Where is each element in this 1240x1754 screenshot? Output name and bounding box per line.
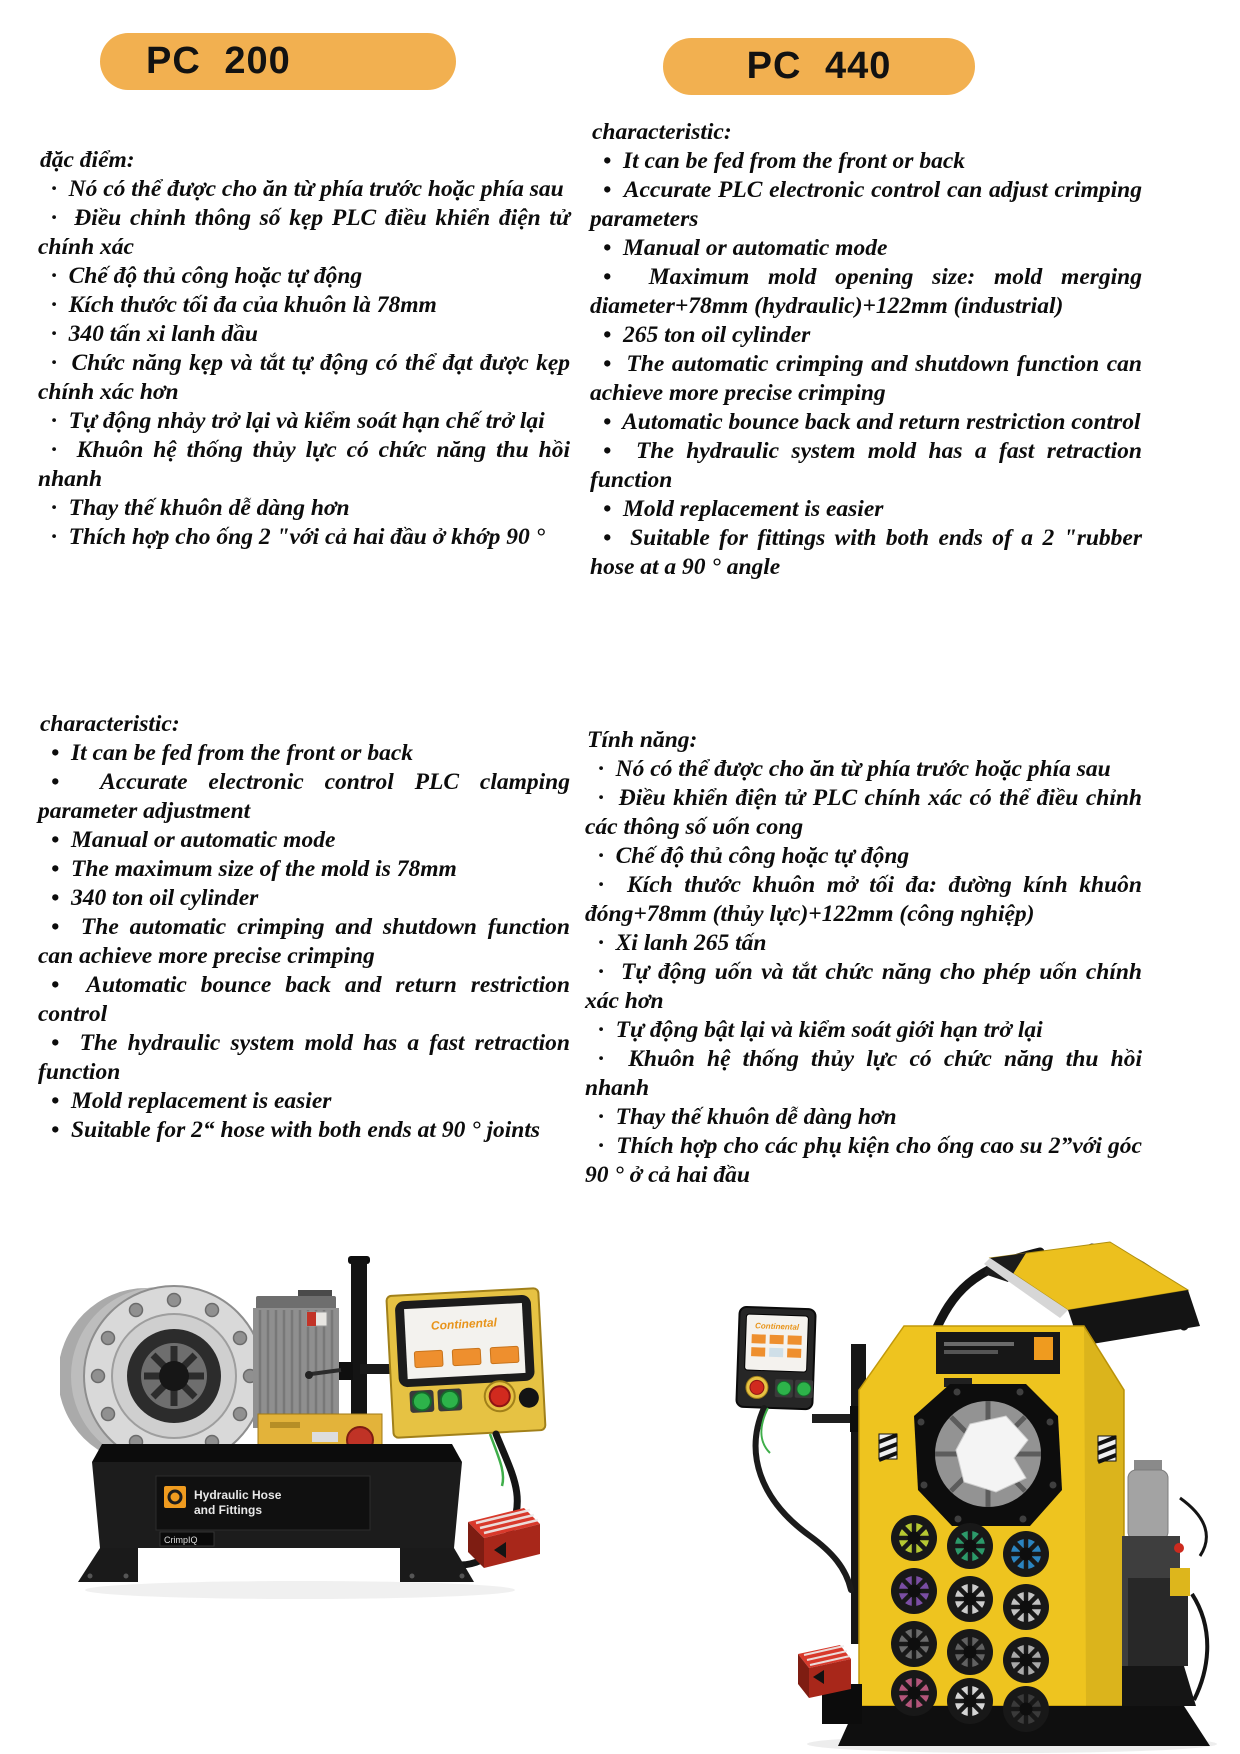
pc200-brand-logo-icon: [164, 1486, 186, 1508]
pc200-machine-illustration: [60, 1246, 580, 1610]
list-item: • It can be fed from the front or back: [603, 148, 966, 174]
list-item: · Điều chỉnh thông số kẹp PLC điều khiển điện tử chính xác: [38, 205, 570, 260]
pc200-features-vi-section: [38, 146, 570, 552]
list-item: • The automatic crimping and shutdown function can achieve more precise crimping: [590, 351, 1142, 406]
pc440-side-motor: [1122, 1460, 1207, 1700]
list-item: · 340 tấn xi lanh dầu: [51, 321, 258, 347]
list-item: · Chế độ thủ công hoặc tự động: [51, 263, 363, 289]
pc200-features-vi-heading: đặc điểm:: [40, 147, 135, 173]
pc200-base-label: [156, 1476, 370, 1530]
die-cup: [947, 1678, 993, 1724]
die-cup: [947, 1576, 993, 1622]
pc440-screen-brand: Continental: [754, 1321, 800, 1332]
die-cup: [947, 1523, 993, 1569]
list-item: · Thích hợp cho ống 2 "với cả hai đầu ở khớp 90 °: [51, 524, 545, 550]
pc440-hazard-sticker-left: [879, 1434, 897, 1460]
pc200-badge-label: PC 200: [146, 40, 291, 82]
list-item: · Chức năng kẹp và tắt tự động có thể đạt được kẹp chính xác hơn: [38, 350, 570, 405]
list-item: • Accurate electronic control PLC clamping parameter adjustment: [38, 769, 570, 824]
pc200-base-label-line2: and Fittings: [194, 1503, 262, 1517]
list-item: • The maximum size of the mold is 78mm: [51, 856, 457, 882]
list-item: · Tự động nhảy trở lại và kiểm soát hạn chế trở lại: [51, 408, 545, 434]
pc200-base-label-line1: Hydraulic Hose: [194, 1488, 282, 1502]
list-item: · Khuôn hệ thống thủy lực có chức năng thu hồi nhanh: [38, 437, 570, 492]
pc440-badge: [663, 38, 975, 95]
list-item: • Manual or automatic mode: [51, 827, 336, 853]
list-item: · Thay thế khuôn dễ dàng hơn: [598, 1104, 897, 1130]
list-item: · Kích thước khuôn mở tối đa: đường kính khuôn đóng+78mm (thủy lực)+122mm (công nghiệp): [585, 872, 1142, 927]
pc440-badge-label: PC 440: [746, 45, 892, 87]
pc200-characteristic-en-section: [38, 710, 570, 1145]
pc440-foot-pedal: [798, 1645, 851, 1698]
die-cup: [947, 1629, 993, 1675]
list-item: · Tự động bật lại và kiểm soát giới hạn trở lại: [598, 1017, 1043, 1043]
pc200-foot-pedal: [468, 1508, 540, 1568]
list-item: • Mold replacement is easier: [603, 496, 884, 522]
list-item: · Nó có thể được cho ăn từ phía trước hoặc phía sau: [598, 756, 1111, 782]
pc440-machine-photo: [652, 1238, 1232, 1754]
die-cup: [891, 1568, 937, 1614]
list-item: · Điều khiển điện tử PLC chính xác có thể điều chỉnh các thông số uốn cong: [585, 785, 1142, 840]
list-item: • 265 ton oil cylinder: [603, 322, 811, 348]
list-item: · Khuôn hệ thống thủy lực có chức năng thu hồi nhanh: [585, 1046, 1142, 1101]
pc200-characteristic-en-heading: characteristic:: [40, 711, 180, 737]
list-item: • Manual or automatic mode: [603, 235, 888, 261]
die-cup: [1003, 1584, 1049, 1630]
pc440-features-vi-heading: Tính năng:: [587, 727, 698, 753]
pc440-machine-illustration: [652, 1238, 1232, 1754]
list-item: • Maximum mold opening size: mold merging diameter+78mm (hydraulic)+122mm (industrial): [590, 264, 1142, 319]
pc200-base: [78, 1444, 474, 1582]
pc440-control-panel: [736, 1307, 815, 1410]
pc200-controller-label: CrimpIQ: [164, 1535, 198, 1545]
pc200-characteristic-en-list: [38, 739, 570, 1145]
list-item: · Nó có thể được cho ăn từ phía trước hoặc phía sau: [51, 176, 564, 202]
pc440-characteristic-en-list: [590, 147, 1142, 582]
pc440-characteristic-en-section: [590, 118, 1142, 582]
die-cup: [1003, 1531, 1049, 1577]
pc440-characteristic-en-heading: characteristic:: [592, 119, 732, 145]
pc200-motor: [253, 1290, 339, 1428]
list-item: • It can be fed from the front or back: [51, 740, 414, 766]
die-cup: [891, 1621, 937, 1667]
list-item: · Tự động uốn và tắt chức năng cho phép uốn chính xác hơn: [585, 959, 1142, 1014]
list-item: • Suitable for fittings with both ends of a 2 "rubber hose at a 90 ° angle: [590, 525, 1142, 580]
die-cup: [1003, 1637, 1049, 1683]
pc200-control-panel: [386, 1288, 545, 1438]
pc440-features-vi-section: [585, 726, 1142, 1190]
pc200-screen-brand: Continental: [430, 1315, 498, 1333]
pc200-features-vi-list: [38, 175, 570, 552]
pc200-badge: [100, 33, 456, 90]
pc440-hazard-sticker-right: [1098, 1436, 1116, 1462]
pc200-shadow: [85, 1581, 515, 1599]
list-item: • Suitable for 2“ hose with both ends at 90 ° joints: [51, 1117, 541, 1143]
list-item: • Mold replacement is easier: [51, 1088, 332, 1114]
pc200-emergency-stop-button: [484, 1381, 516, 1413]
list-item: · Thích hợp cho các phụ kiện cho ống cao su 2”với góc 90 ° ở cả hai đầu: [585, 1133, 1142, 1188]
list-item: · Xi lanh 265 tấn: [598, 930, 767, 956]
list-item: · Thay thế khuôn dễ dàng hơn: [51, 495, 350, 521]
list-item: • 340 ton oil cylinder: [51, 885, 259, 911]
pc440-emergency-stop-button: [746, 1376, 769, 1399]
die-cup: [891, 1515, 937, 1561]
pc440-panel-cable: [756, 1408, 851, 1590]
pc440-brand-logo-icon: [1034, 1337, 1053, 1360]
list-item: • Automatic bounce back and return restriction control: [38, 972, 570, 1027]
list-item: • The hydraulic system mold has a fast retraction function: [590, 438, 1142, 493]
pc200-machine-photo: [60, 1246, 580, 1610]
list-item: • Accurate PLC electronic control can adjust crimping parameters: [590, 177, 1142, 232]
pc440-features-vi-list: [585, 755, 1142, 1190]
list-item: • Automatic bounce back and return restriction control: [603, 409, 1141, 435]
list-item: · Chế độ thủ công hoặc tự động: [598, 843, 910, 869]
list-item: • The automatic crimping and shutdown function can achieve more precise crimping: [38, 914, 570, 969]
list-item: • The hydraulic system mold has a fast retraction function: [38, 1030, 570, 1085]
list-item: · Kích thước tối đa của khuôn là 78mm: [51, 292, 437, 318]
die-cup: [891, 1670, 937, 1716]
die-cup: [1003, 1686, 1049, 1732]
